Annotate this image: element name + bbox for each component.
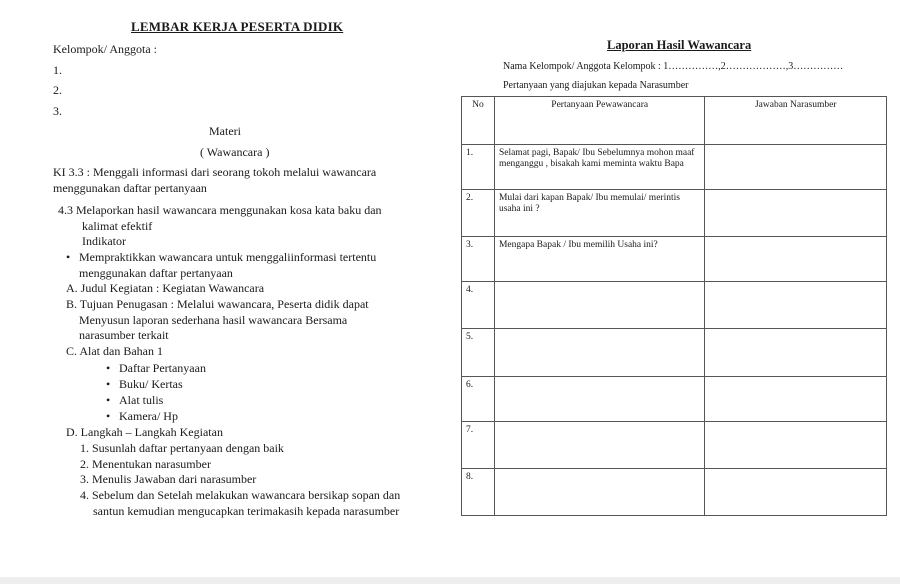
tool-item: • Alat tulis: [119, 392, 163, 408]
ki-line-1: KI 3.3 : Menggali informasi dari seorang tokoh melalui wawancara: [53, 165, 377, 179]
question-cell: [494, 282, 704, 329]
tool-item: • Kamera/ Hp: [119, 408, 178, 424]
answer-cell[interactable]: [705, 422, 887, 469]
table-row: [462, 329, 887, 377]
table-row: [462, 282, 887, 329]
answer-cell[interactable]: [705, 377, 887, 422]
section-b-line-1: B. Tujuan Penugasan : Melalui wawancara, Peserta didik dapat: [66, 297, 369, 311]
table-row: [462, 237, 887, 282]
answer-cell[interactable]: [705, 469, 887, 516]
row-number: 3.: [462, 237, 495, 282]
question-cell: [494, 422, 704, 469]
indikator-item-line-2: menggunakan daftar pertanyaan: [79, 266, 233, 280]
indikator-label: Indikator: [82, 234, 126, 248]
row-number: 2.: [462, 190, 495, 237]
answer-cell[interactable]: [705, 145, 887, 190]
questions-caption: Pertanyaan yang diajukan kepada Narasumber: [503, 80, 689, 91]
group-members-line: Nama Kelompok/ Anggota Kelompok : 1……………,2………………,3……………: [503, 61, 844, 72]
report-title: Laporan Hasil Wawancara: [607, 38, 752, 52]
step-item: 3. Menulis Jawaban dari narasumber: [80, 472, 257, 486]
table-row: [462, 190, 887, 237]
kd-line-1: 4.3 Melaporkan hasil wawancara menggunakan kosa kata baku dan: [58, 203, 382, 217]
row-number: 7.: [462, 422, 495, 469]
step-item: 2. Menentukan narasumber: [80, 457, 211, 471]
answer-cell[interactable]: [705, 282, 887, 329]
answer-cell[interactable]: [705, 237, 887, 282]
materi-label: Materi: [209, 124, 241, 138]
table-row: [462, 422, 887, 469]
interview-table: [461, 96, 887, 516]
table-row: [462, 377, 887, 422]
member-3: 3.: [53, 104, 62, 118]
table-header-row: [462, 97, 887, 145]
question-cell: Mulai dari kapan Bapak/ Ibu memulai/ merintis usaha ini ?: [494, 190, 704, 237]
member-2: 2.: [53, 83, 62, 97]
step-item: 1. Susunlah daftar pertanyaan dengan baik: [80, 441, 284, 455]
answer-cell[interactable]: [705, 329, 887, 377]
kd-line-2: kalimat efektif: [82, 219, 153, 233]
indikator-item-line-1: • Mempraktikkan wawancara untuk menggaliinformasi tertentu: [79, 249, 376, 265]
header-question: Pertanyaan Pewawancara: [494, 97, 704, 145]
row-number: 1.: [462, 145, 495, 190]
row-number: 6.: [462, 377, 495, 422]
row-number: 8.: [462, 469, 495, 516]
section-c: C. Alat dan Bahan 1: [66, 344, 163, 358]
page-bottom-edge: [0, 577, 900, 584]
question-cell: [494, 377, 704, 422]
row-number: 5.: [462, 329, 495, 377]
tool-item: • Daftar Pertanyaan: [119, 360, 206, 376]
worksheet-title: LEMBAR KERJA PESERTA DIDIK: [131, 19, 344, 34]
header-answer: Jawaban Narasumber: [705, 97, 887, 145]
table-row: [462, 469, 887, 516]
step-item-continuation: santun kemudian mengucapkan terimakasih kepada narasumber: [93, 504, 400, 518]
tool-item: • Buku/ Kertas: [119, 376, 183, 392]
header-no: No: [462, 97, 495, 145]
question-cell: Selamat pagi, Bapak/ Ibu Sebelumnya mohon maaf menganggu , bisakah kami meminta waktu Bapa: [494, 145, 704, 190]
ki-line-2: menggunakan daftar pertanyaan: [53, 181, 207, 195]
table-row: [462, 145, 887, 190]
group-label: Kelompok/ Anggota :: [53, 42, 157, 56]
step-item: 4. Sebelum dan Setelah melakukan wawancara bersikap sopan dan: [80, 488, 401, 502]
materi-topic: ( Wawancara ): [200, 145, 270, 159]
answer-cell[interactable]: [705, 190, 887, 237]
section-d: D. Langkah – Langkah Kegiatan: [66, 425, 223, 439]
section-a: A. Judul Kegiatan : Kegiatan Wawancara: [66, 281, 265, 295]
section-b-line-3: narasumber terkait: [79, 328, 169, 342]
question-cell: [494, 329, 704, 377]
question-cell: [494, 469, 704, 516]
question-cell: Mengapa Bapak / Ibu memilih Usaha ini?: [494, 237, 704, 282]
section-b-line-2: Menyusun laporan sederhana hasil wawancara Bersama: [79, 313, 348, 327]
row-number: 4.: [462, 282, 495, 329]
member-1: 1.: [53, 63, 62, 77]
